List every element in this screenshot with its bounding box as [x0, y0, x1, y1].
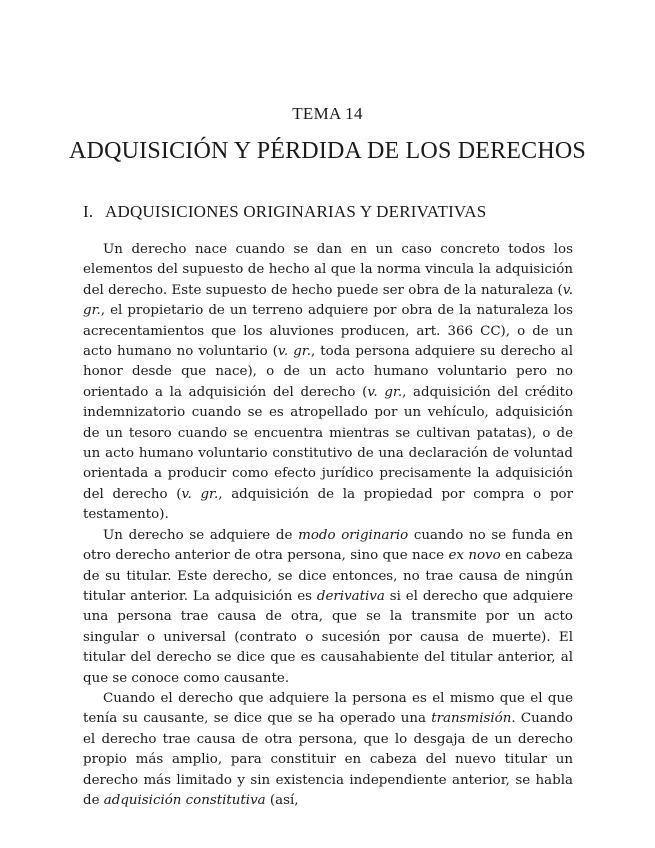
- italic-term: derivativa: [316, 588, 385, 604]
- italic-term: ex novo: [448, 548, 501, 564]
- text-run: , toda persona adquiere su derecho al honor desde que nace), o de un acto humano voluntario pero no orientado a la adquisición del derecho (: [83, 344, 574, 400]
- italic-term: modo originario: [298, 527, 409, 543]
- body-text: [83, 240, 573, 811]
- paragraph-2: [83, 526, 573, 689]
- text-run: (así,: [265, 792, 299, 808]
- section-title: ADQUISICIONES ORIGINARIAS Y DERIVATIVAS: [105, 202, 487, 221]
- italic-term: v. gr.: [367, 384, 403, 400]
- chapter-title: ADQUISICIÓN Y PÉRDIDA DE LOS DERECHOS: [69, 138, 586, 164]
- italic-term: adquisición constitutiva: [103, 792, 266, 808]
- text-run: cuando no se funda en otro derecho anterior de otra persona, sino que nace: [83, 527, 573, 564]
- italic-term: v. gr.: [83, 282, 573, 319]
- text-run: , adquisición de la propiedad por compra o por testamento).: [83, 486, 574, 523]
- text-run: , adquisición del crédito indemnizatorio cuando se es atropellado por un vehículo, adquisición de un tesoro cuando se encuentra mientras se cultivan patatas), o de un acto humano voluntario constitutivo de una declaración de voluntad orientada a producir como efecto jurídico precisamente la adquisición del derecho (: [83, 384, 573, 502]
- text-run: Un derecho se adquiere de: [103, 527, 299, 543]
- italic-term: v. gr.: [181, 486, 219, 502]
- section-heading: [83, 202, 583, 222]
- italic-term: v. gr.: [277, 344, 311, 360]
- paragraph-1: [83, 240, 573, 526]
- section-number: I.: [83, 202, 94, 221]
- text-run: . Cuando el derecho trae causa de otra persona, que lo desgaja de un derecho propio más amplio, para constituir en cabeza del nuevo titular un derecho más limitado y sin existencia independiente anterior, se habla de: [83, 711, 573, 808]
- text-run: , el propietario de un terreno adquiere por obra de la naturaleza los acrecentamientos que los aluviones producen, art. 366 CC), o de un acto humano no voluntario (: [83, 303, 573, 360]
- text-run: Cuando el derecho que adquiere la persona es el mismo que el que tenía su causante, se dice que se ha operado una: [83, 690, 573, 727]
- italic-term: transmisión: [431, 711, 512, 727]
- paragraph-3: [83, 689, 573, 811]
- text-run: Un derecho nace cuando se dan en un caso concreto todos los elementos del supuesto de hecho al que la norma vincula la adquisición del derecho. Este supuesto de hecho puede ser obra de la naturaleza (: [83, 242, 573, 298]
- text-run: si el derecho que adquiere una persona trae causa de otra, que se la transmite por un acto singular o universal (contrato o sucesión por causa de muerte). El titular del derecho se dice que es causahabiente del titular anterior, al que se conoce como causante.: [83, 588, 573, 686]
- chapter-number: TEMA 14: [292, 104, 363, 123]
- text-run: en cabeza de su titular. Este derecho, se dice entonces, no trae causa de ningún titular anterior. La adquisición es: [83, 548, 573, 604]
